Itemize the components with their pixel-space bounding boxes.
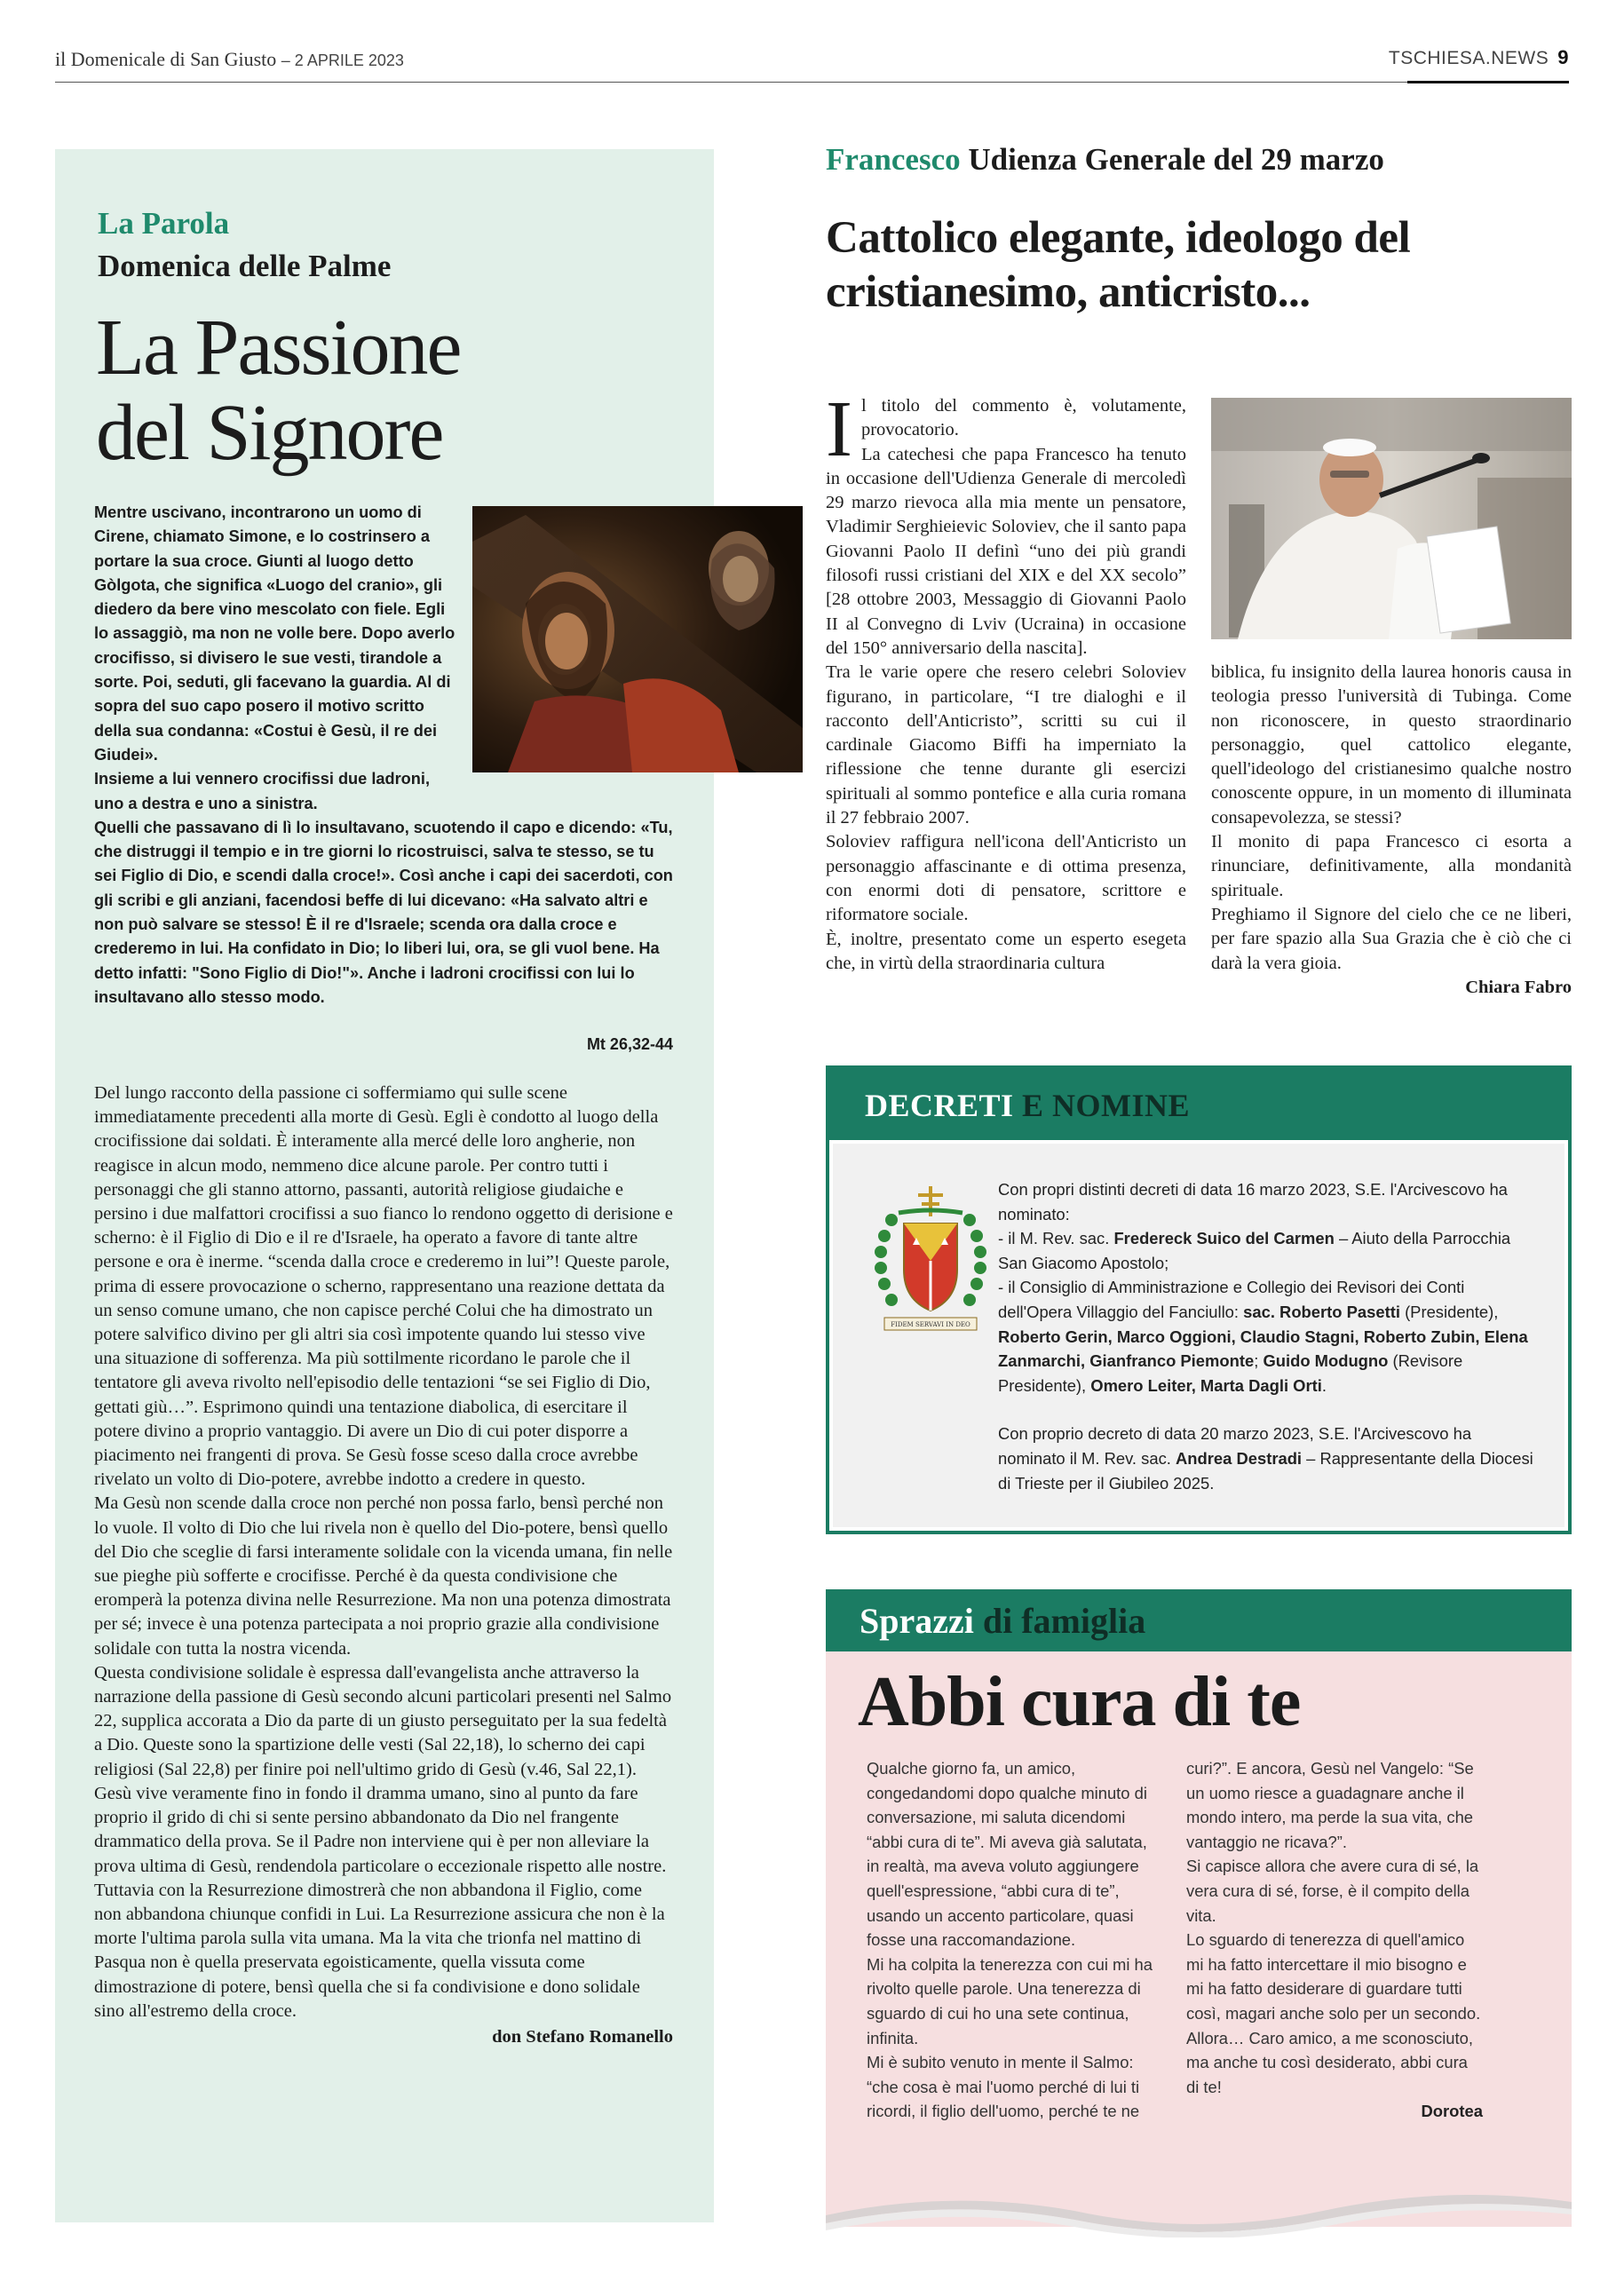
decreti-text-run: - il M. Rev. sac. (998, 1229, 1114, 1248)
gospel-paragraph: Insieme a lui vennero crocifissi due ladroni, uno a destra e uno a sinistra. (94, 770, 431, 812)
parola-title-line: del Signore (96, 389, 443, 477)
appointee-names: Roberto Gerin, Marco Oggioni, Claudio Stagni, Roberto Zubin, Elena Zanmarchi, Gianfranco Piemonte (998, 1327, 1528, 1371)
sprazzi-paragraph: curi?”. E ancora, Gesù nel Vangelo: “Se un uomo riesce a guadagnare anche il mondo intero, ma perde la sua vita, che vantaggio ne ricava?”. (1186, 1759, 1474, 1851)
francesco-kicker-rest: Udienza Generale del 29 marzo (960, 142, 1384, 177)
parola-commentary (94, 1081, 673, 2049)
article-paragraph: È, inoltre, presentato come un esperto esegeta che, in virtù della straordinaria cultura (826, 929, 1186, 973)
page-number: 9 (1557, 46, 1569, 68)
paper-curl-decoration (826, 2149, 1572, 2237)
commentary-paragraph: Tuttavia con la Resurrezione dimostrerà che non abbandona il Figlio, come non abbandona chiunque confidi in Lui. La Resurrezione assicura che non è la morte l'ultima parola sulla vita umana. Ma la vita che trionfa nel mattino di Pasqua non è quella preservata egoisticamente, quella vissuta come dimostrazione di potere, bensì quella che si fa condivisione e dono solidale sino all'estremo della croce. (94, 1880, 665, 2021)
sprazzi-paragraph: Si capisce allora che avere cura di sé, la vera cura di sé, forse, è il compito della vita. (1186, 1857, 1479, 1925)
francesco-article-col2 (1211, 661, 1572, 1000)
sprazzi-kicker-dark: di famiglia (973, 1601, 1146, 1641)
decreti-text-run: – Aiuto della Parrocchia San Giacomo Apostolo; (998, 1229, 1511, 1272)
decreti-paragraph (998, 1226, 1541, 1275)
decreti-text (998, 1177, 1541, 1495)
article-paragraph: Il monito di papa Francesco ci esorta a rinunciare, definitivamente, alla mondanità spirituale. (1211, 832, 1572, 900)
sprazzi-col2 (1186, 1756, 1483, 2124)
sprazzi-paragraph: Mi ha colpita la tenerezza con cui mi ha rivolto quelle parole. Una tenerezza di sguardo di cui ho una sete continua, infinita. (867, 1954, 1153, 2047)
francesco-headline: Cattolico elegante, ideologo del cristianesimo, anticristo... (826, 213, 1411, 317)
sprazzi-author: Dorotea (1421, 2102, 1483, 2121)
decreti-text-run: (Revisore Presidente), (998, 1351, 1463, 1395)
gospel-reading (94, 501, 673, 1010)
article-paragraph: l titolo del commento è, volutamente, provocatorio. (860, 396, 1186, 440)
commentary-paragraph: Del lungo racconto della passione ci soffermiamo qui sulle scene immediatamente precedenti alla morte di Gesù. Egli è condotto al luogo della crocifissione dai soldati. È interamente alla mercé delle loro angherie, non reagisce in alcun modo, nemmeno dice alcune parole. Per contro tutti i personaggi che gli stanno attorno, passanti, autorità religiose giudaiche e persino i due malfattori crocifissi a suo fianco lo rendono oggetto di derisione e scherno: è il Figlio di Dio e il re d'Israele, ha operato a favore di tante altre persone e ora è inerme. “scenda dalla croce e crederemo in lui”! Queste parole, prima di essere provocazione o scherno, rappresentano una reazione dettata da un senso comune umano, che non capisce perché Colui che ha dimostrato un potere salvifico divino per gli altri sia così impotente quando lui stesso vive una situazione di sofferenza. Ma più sottilmente ricordano le parole che il tentatore gli aveva rivolto nell'episodio delle tentazioni “se sei Figlio di Dio, gettati giù…”. Esprimono quindi una tentazione diabolica, di esercitare il potere divino a proprio vantaggio. Di avere un Dio di cui poter disporre a piacimento nei frangenti di prova. Se Gesù fosse sceso dalla croce avrebbe rivelato un volto di Dio-potere, avrebbe indotto a credere in questo. (94, 1083, 673, 1490)
francesco-kicker-name: Francesco (826, 142, 961, 177)
appointee-name: sac. Roberto Pasetti (1243, 1302, 1400, 1321)
article-paragraph: Soloviev raffigura nell'icona dell'Anticristo un personaggio affascinante e di ottima presenza, con enormi doti di pensatore, scrittore e riformatore sociale. (826, 832, 1186, 925)
appointee-name: Guido Modugno (1263, 1351, 1389, 1371)
sprazzi-col1 (867, 1756, 1161, 2124)
decreti-paragraph (998, 1275, 1541, 1398)
gospel-paragraph: Quelli che passavano di lì lo insultavano, scuotendo il capo e dicendo: «Tu, che distruggi il tempio e in tre giorni lo ricostruisci, salva te stesso, se tu sei Figlio di Dio, e scendi dalla croce!». Così anche i capi dei sacerdoti, con gli scribi e gli anziani, facendosi beffe di lui dicevano: «Ha salvato altri e non può salvare se stesso! È il re d'Israele; scenda ora dalla croce e crederemo in lui. Ha confidato in Dio; lo liberi lui, ora, se gli vuol bene. Ha detto infatti: "Sono Figlio di Dio!"». Anche i ladroni crocifissi con lui lo insultavano allo stesso modo. (94, 818, 673, 1006)
article-paragraph: Preghiamo il Signore del cielo che ce ne liberi, per fare spazio alla Sua Grazia che è ciò che ci darà la vera gioia. (1211, 904, 1572, 973)
header-divider (55, 82, 1569, 83)
parola-title (96, 305, 700, 476)
commentary-author: don Stefano Romanello (492, 2026, 673, 2047)
decreti-title-white: DECRETI (865, 1088, 1014, 1123)
decreti-text-run: (Presidente), (1399, 1302, 1499, 1321)
decreti-paragraph: Con propri distinti decreti di data 16 marzo 2023, S.E. l'Arcivescovo ha nominato: (998, 1180, 1508, 1224)
article-paragraph: La catechesi che papa Francesco ha tenuto in occasione dell'Udienza Generale di mercoledì 29 marzo rievoca alla mia mente un pensatore, Vladimir Serghieievic Soloviev, che il santo papa Giovanni Paolo II definì “uno dei più grandi filosofi russi cristiani del XIX e del XX secolo” [28 ottobre 2003, Messaggio di Giovanni Paolo II al Convegno di Lviv (Ucraina) in occasione del 150° anniversario della nascita]. (826, 444, 1186, 658)
site-link[interactable]: TSCHIESA.NEWS (1388, 48, 1549, 68)
decreti-text-run: . (1321, 1375, 1327, 1395)
decreti-paragraph (998, 1422, 1541, 1495)
decreti-title-dark: E NOMINE (1013, 1088, 1191, 1123)
parola-kicker: La Parola (98, 206, 230, 241)
appointee-name: Andrea Destradi (1175, 1448, 1303, 1468)
site-header (1389, 46, 1569, 69)
publication-header (55, 48, 404, 71)
sprazzi-kicker (860, 1600, 1145, 1642)
header-divider-accent (1407, 81, 1569, 83)
drop-cap: I (826, 385, 852, 473)
parola-title-line: La Passione (96, 304, 461, 392)
issue-date: – 2 APRILE 2023 (281, 51, 404, 69)
francesco-article-col1 (826, 385, 1186, 976)
parola-subkicker: Domenica delle Palme (98, 249, 392, 283)
publication-name: il Domenicale di San Giusto (55, 48, 277, 70)
pope-francis-photo (1211, 398, 1572, 639)
coat-motto: FIDEM SERVAVI IN DEO (891, 1321, 970, 1328)
francesco-kicker (826, 142, 1384, 178)
gospel-paragraph: Mentre uscivano, incontrarono un uomo di Cirene, chiamato Simone, e lo costrinsero a portare la sua croce. Giunti al luogo detto Gòlgota, che significa «Luogo del cranio», gli diedero da bere vino mescolato con fiele. Egli lo assaggiò, ma non ne volle bere. Dopo averlo crocifisso, si divisero le sue vesti, tirandole a sorte. Poi, seduti, gli facevano la guardia. Al di sopra del suo capo posero il motivo scritto della sua condanna: «Costui è Gesù, il re dei Giudei». (94, 503, 456, 764)
archbishop-coat-of-arms (872, 1181, 989, 1339)
decreti-text-run: Con proprio decreto di data 20 marzo 2023, S.E. l'Arcivescovo ha nominato il M. Rev. sac. (998, 1424, 1472, 1468)
sprazzi-title: Abbi cura di te (858, 1663, 1301, 1741)
commentary-paragraph: Ma Gesù non scende dalla croce non perché non possa farlo, bensì perché non lo vuole. Il volto di Dio che lui rivela non è quello del Dio-potere, bensì quello del Dio che sceglie di farsi interamente solidale con la vicenda umana, fin nelle sue pieghe più sofferte e crocifisse. Perché è da questa condivisione che eromperà la potenza divina nelle Resurrezione. Ma non una potenza dimostrata per sé; invece è una potenza partecipata a noi proprio grazie alla condivisione solidale con tutta la nostra vicenda. (94, 1493, 673, 1659)
decreti-title (865, 1087, 1190, 1124)
decreti-text-run: - il Consiglio di Amministrazione e Collegio dei Revisori dei Conti dell'Opera Villaggio del Fanciullo: (998, 1278, 1465, 1321)
gospel-reference: Mt 26,32-44 (586, 1035, 673, 1053)
appointee-names: Omero Leiter, Marta Dagli Orti (1090, 1375, 1322, 1395)
article-paragraph: Tra le varie opere che resero celebri Soloviev figurano, in particolare, “I tre dialoghi e il racconto dell'Anticristo”, scritti su cui il cardinale Giacomo Biffi ha imperniato la riflessione che tenne durante gli esercizi spirituali al sommo pontefice e alla curia romana il 27 febbraio 2007. (826, 662, 1186, 828)
sprazzi-paragraph: Qualche giorno fa, un amico, congedandomi dopo qualche minuto di conversazione, mi saluta dicendomi “abbi cura di te”. Mi aveva già salutata, in realtà, ma aveva voluto aggiungere quell'espressione, “abbi cura di te”, usando un accento particolare, quasi fosse una raccomandazione. (867, 1759, 1147, 1950)
appointee-name: Fredereck Suico del Carmen (1113, 1229, 1335, 1248)
article-paragraph: biblica, fu insignito della laurea honoris causa in teologia presso l'università di Tubinga. Come non riconoscere, in questo straordinario personaggio, quel cattolico elegante, quell'ideologo del cristianesimo qualche nostro conoscente oppure, in un momento di illuminata consapevolezza, se stessi? (1211, 662, 1572, 828)
decreti-text-run: ; (1254, 1351, 1264, 1371)
article-author: Chiara Fabro (1465, 977, 1572, 997)
sprazzi-paragraph: Lo sguardo di tenerezza di quell'amico mi ha fatto intercettare il mio bisogno e mi ha fatto desiderare di guardare tutti così, magari anche solo per un secondo. Allora… Caro amico, a me sconosciuto, ma anche tu così desiderato, abbi cura di te! (1186, 1930, 1481, 2096)
decreti-text-run: – Rappresentante della Diocesi di Trieste per il Giubileo 2025. (998, 1448, 1533, 1493)
decreti-box (826, 1065, 1572, 1534)
sprazzi-kicker-white: Sprazzi (860, 1601, 974, 1641)
sprazzi-paragraph: Mi è subito venuto in mente il Salmo: “che cosa è mai l'uomo perché di lui ti ricordi, il figlio dell'uomo, perché te ne (867, 2053, 1140, 2121)
commentary-paragraph: Questa condivisione solidale è espressa dall'evangelista anche attraverso la narrazione della passione di Gesù secondo alcuni particolari presenti nel Salmo 22, supplica accorata a Dio da parte di un giusto perseguitato per la sua fedeltà a Dio. Queste sono la spartizione delle vesti (Sal 22,18), lo scherno dei capi religiosi (Sal 22,8) per finire poi nell'ultimo grido di Gesù (v.46, Sal 22,1). Gesù vive veramente fino in fondo il dramma umano, sino al punto da fare proprio il grido di chi si sente persino abbandonato da Dio nel frangente drammatico della prova. Se il Padre non interviene qui è per non alleviare la prova ultima di Gesù, rendendola particolare o eccezionale rispetto alle nostre. (94, 1662, 672, 1876)
